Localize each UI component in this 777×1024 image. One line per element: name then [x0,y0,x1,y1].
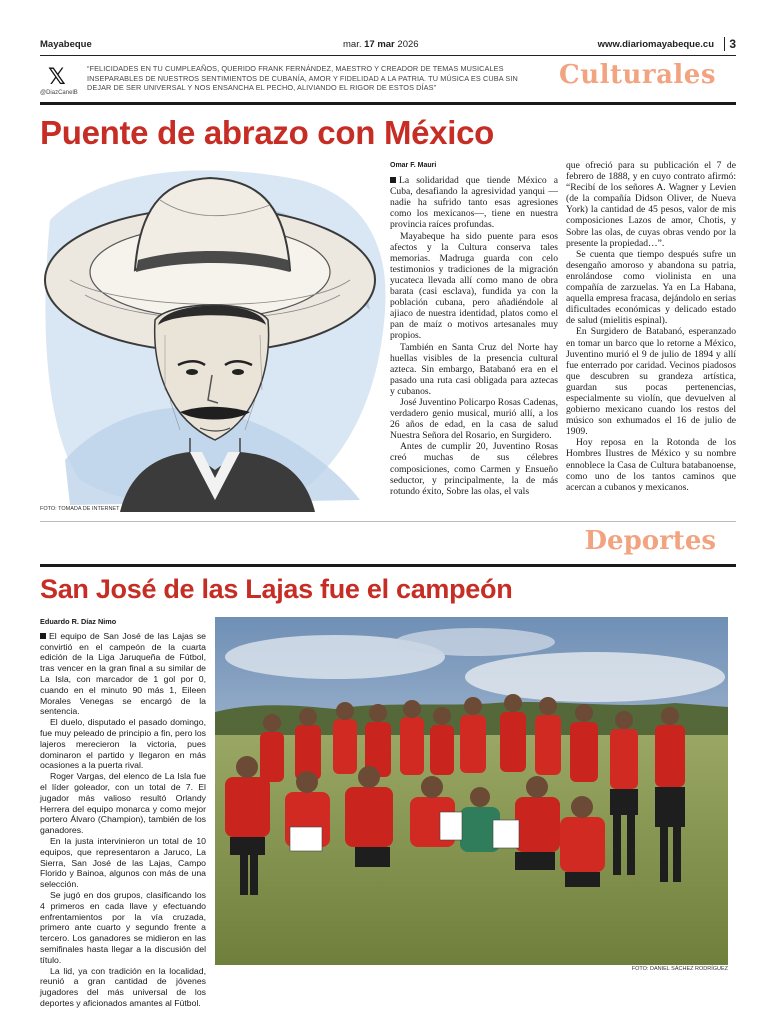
x-logo-icon: 𝕏 [48,65,66,90]
bullet-square-icon [390,177,396,183]
article1-byline: Omar F. Mauri [390,162,437,169]
article2-headline: San José de las Lajas fue el campeón [40,574,513,604]
website-link[interactable]: www.diariomayabeque.cu [597,39,714,50]
article1-column-2 [566,160,736,493]
social-quote-box [40,60,540,100]
paragraph: El duelo, disputado el pasado domingo, fue muy peleado de principio a fin, pero los lajeros merecieron la victoria, pues dominaron el partido y llegaron en más ocasiones a la puerta rival. [40,717,206,771]
photo-credit: FOTO: TOMADA DE INTERNET [40,506,120,512]
article-divider [40,521,736,522]
paragraph: José Juventino Policarpo Rosas Cadenas, verdadero genio musical, murió allí, a los 26 años de edad, en la casa de salud Nuestra Señora del Rosario, en Surgidero. [390,396,559,442]
section-title-culture: Culturales [559,60,716,90]
photo-credit: FOTO: DANIEL SÁCHEZ RODRÍGUEZ [631,966,728,972]
social-handle: @DiazCanelB [40,90,78,96]
page-number: 3 [724,37,736,51]
article1-column-1 [390,160,558,497]
paragraph: Mayabeque ha sido puente para esos afectos y la Cultura conserva tales memorias. Madruga guarda con celo testimonios y tradiciones de la migración yucateca llevada allí como mano de obra barata (casi esclava), fundida ya con la población cubana, pero añadiéndole al ajiaco de nuestra identidad, platos como el pan de maíz o motivos artesanales muy propios. [390,230,558,342]
paragraph: En Surgidero de Batabanó, esperanzado en tomar un barco que lo retorne a México, Juventino murió el 9 de julio de 1894 y allí fue enterrado por caridad. Vecinos piadosos que descubren su grandeza artística, guardan sus pocas pertenencias, especialmente su violín, que devuelven al gobierno mexicano cuando los restos del músico son exhumados el 16 de julio de 1909. [566,326,736,438]
paragraph: También en Santa Cruz del Norte hay huellas visibles de la presencia cultural azteca. Sin embargo, Batabanó era en el pasado una ruta casi obligada para aztecas y cubanos. [390,341,558,397]
paragraph: que ofreció para su publicación el 7 de febrero de 1888, y en cuyo contrato afirmó: “Recibí de los señores A. Wagner y Levien (de la compañía Didson Oliver, de Nueva York) la cantidad de 45 pesos, valor de mis composiciones Lazos de amor, Chotis, y Sobre las olas, de cuyas obras vendo por la presente la propiedad…”. [566,160,736,249]
paragraph: En la justa intervinieron un total de 10 equipos, que representaron a Jaruco, La Sierra, San José de las Lajas, Campo Florido y Bainoa, algunos con más de una selección. [40,835,206,890]
paragraph: Se jugó en dos grupos, clasificando los 4 primeros en cada llave y efectuando enfrentamientos por la vía cruzada, primero ante cuarto y segundo frente a tercero. Los ganadores se midieron en las semifinales hasta llegar a la discusión del título. [40,889,206,965]
social-quote: “FELICIDADES EN TU CUMPLEAÑOS, QUERIDO FRANK FERNÁNDEZ, MAESTRO Y CREADOR DE TEMAS MUSICALES INSEPARABLES DE NUESTROS SENTIMIENTOS DE CUBANÍA, AMOR Y FIDELIDAD A LA PATRIA. TU MÚSICA ES CUBA SIN DEJAR DE SER UNIVERSAL Y NOS ENSANCHA EL PECHO, ALIVIANDO EL RIGOR DE ESTOS DÍAS” [87,64,518,93]
paragraph: El equipo de San José de las Lajas se convirtió en el campeón de la cuarta edición de la Liga Jaruqueña de Fútbol, tras vencer en la gran final a su similar de La Isla, con marcador de 1 gol por 0, cuando en el minuto 90 más 1, Eileen Morales Venegas se encargó de la sentencia. [40,630,206,717]
article1-headline: Puente de abrazo con México [40,114,495,151]
article2-byline: Eduardo R. Díaz Nimo [40,617,117,626]
header-divider [40,55,736,56]
publication-name: Mayabeque [40,39,92,50]
page-header [40,37,736,53]
section-divider [40,564,736,567]
issue-date: mar. 17 mar 2026 [343,39,419,50]
portrait-illustration [40,160,392,512]
bullet-square-icon [40,633,46,639]
paragraph: Hoy reposa en la Rotonda de los Hombres Ilustres de México y su nombre ennoblece la Casa de Cultura batabanoense, como uno de los tantos caminos que acercan a cubanos y mexicanos. [566,437,736,493]
paragraph: Roger Vargas, del elenco de La Isla fue el líder goleador, con un total de 7. El jugador más valioso resultó Orlandy Herrera del equipo monarca y como mejor portero Álvaro (Champion), también de los ganadores. [40,771,206,836]
paragraph: Se cuenta que tiempo después sufre un desengaño amoroso y abandona su patria, enrolándose como violinista en una compañía de zarzuelas. Ya en La Habana, aquella empresa fracasa, dejándolo en serias dificultades económicas y delicado estado de salud (mielitis espinal). [566,248,736,327]
article2-body [40,617,206,1009]
section-title-sports: Deportes [584,526,716,556]
section-divider [40,102,736,105]
team-photo [215,617,728,965]
paragraph: La solidaridad que tiende México a Cuba, desafiando la agresividad yanqui —nadie ha sufrido tanto esas agresiones como los mexicanos—, tiene en nuestra provincia raíces profundas. [390,175,558,231]
paragraph: La lid, ya con tradición en la localidad, reunió a gran cantidad de jóvenes jugadores del más universal de los deportes y aficionados amantes al Fútbol. [40,965,206,1008]
paragraph: Antes de cumplir 20, Juventino Rosas creó muchas de sus célebres composiciones, como Carmen y Ensueño seductor, y principalmente, la de más rotundo éxito, Sobre las olas, el vals [390,441,558,497]
